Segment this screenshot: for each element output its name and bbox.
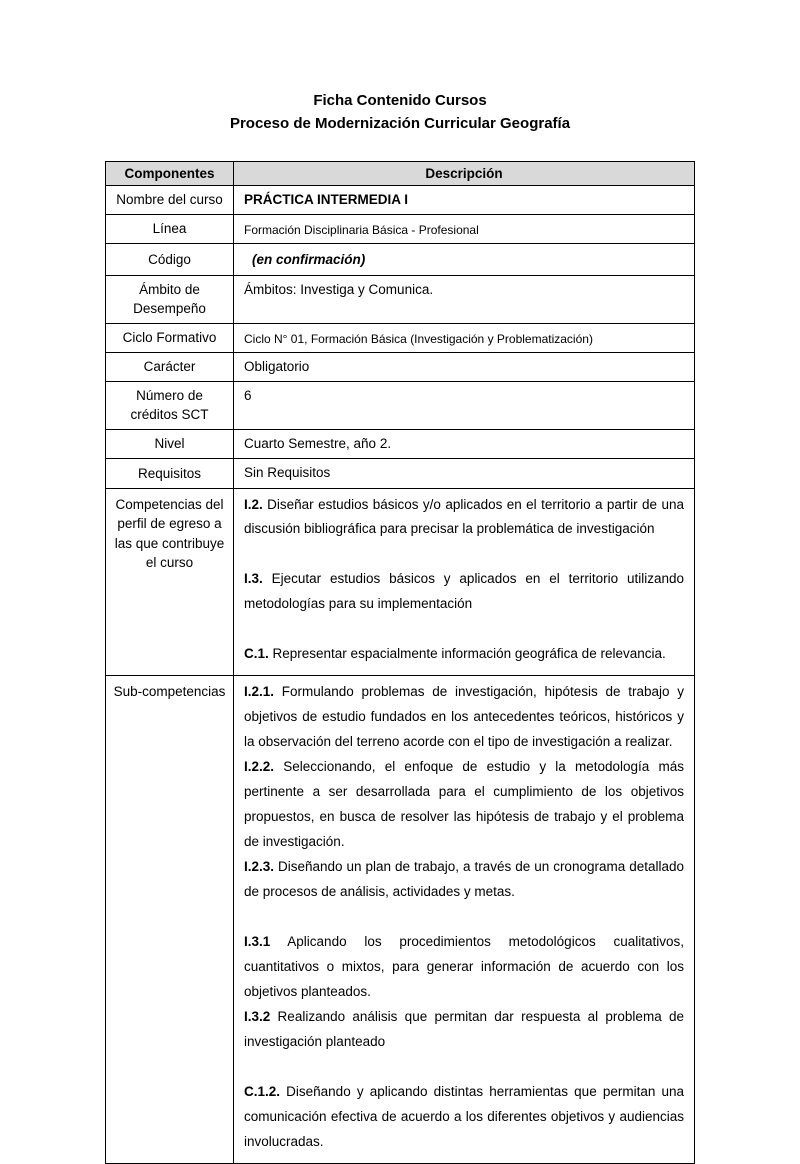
row-value-creditos: 6 — [234, 381, 695, 429]
table-row-creditos — [106, 381, 695, 429]
row-label-requisitos: Requisitos — [106, 459, 234, 488]
paragraph-prefix: I.2.3. — [244, 859, 275, 875]
header-componentes: Componentes — [106, 162, 234, 186]
row-value-requisitos: Sin Requisitos — [234, 459, 695, 488]
row-value-ambito: Ámbitos: Investiga y Comunica. — [234, 275, 695, 323]
row-label-ciclo: Ciclo Formativo — [106, 323, 234, 352]
row-value-competencias — [234, 488, 695, 676]
row-label-nombre: Nombre del curso — [106, 186, 234, 215]
paragraph-i22 — [244, 755, 684, 855]
table-row-ciclo — [106, 323, 695, 352]
table-row-nivel — [106, 430, 695, 459]
paragraph-prefix: I.3. — [244, 571, 263, 587]
paragraph-i3 — [244, 567, 684, 617]
row-label-competencias: Competencias del perfil de egreso a las que contribuye el curso — [106, 488, 234, 676]
paragraph-text: Diseñando y aplicando distintas herramientas que permitan una comunicación efectiva de acuerdo a los diferentes objetivos y audiencias involucradas. — [244, 1083, 684, 1149]
paragraph-c1 — [244, 642, 684, 667]
row-label-subcompetencias: Sub-competencias — [106, 676, 234, 1163]
paragraph-prefix: I.3.1 — [244, 934, 271, 950]
paragraph-i21 — [244, 680, 684, 755]
paragraph-c12 — [244, 1080, 684, 1155]
paragraph-text: Ejecutar estudios básicos y aplicados en el territorio utilizando metodologías para su implementación — [244, 571, 684, 612]
paragraph-prefix: I.2. — [244, 496, 263, 512]
table-row-nombre — [106, 186, 695, 215]
table-row-competencias — [106, 488, 695, 676]
title-line-1: Ficha Contenido Cursos — [313, 92, 487, 109]
table-row-codigo — [106, 244, 695, 275]
paragraph-text: Realizando análisis que permitan dar respuesta al problema de investigación planteado — [244, 1008, 684, 1049]
table-row-linea — [106, 215, 695, 244]
table-row-caracter — [106, 352, 695, 381]
row-value-nombre: PRÁCTICA INTERMEDIA I — [234, 186, 695, 215]
row-label-linea: Línea — [106, 215, 234, 244]
row-label-codigo: Código — [106, 244, 234, 275]
paragraph-prefix: C.1.2. — [244, 1083, 281, 1099]
paragraph-text: Diseñando un plan de trabajo, a través de un cronograma detallado de procesos de análisis, actividades y metas. — [244, 859, 684, 900]
row-label-nivel: Nivel — [106, 430, 234, 459]
row-label-caracter: Carácter — [106, 352, 234, 381]
course-info-table — [105, 161, 695, 1164]
row-value-codigo: (en confirmación) — [234, 244, 695, 275]
paragraph-prefix: I.2.1. — [244, 684, 275, 700]
paragraph-text: Aplicando los procedimientos metodológicos cualitativos, cuantitativos o mixtos, para generar información de acuerdo con los objetivos planteados. — [244, 934, 684, 999]
title-line-2: Proceso de Modernización Curricular Geografía — [229, 114, 571, 132]
table-row-subcompetencias — [106, 676, 695, 1163]
paragraph-prefix: C.1. — [244, 646, 269, 662]
paragraph-i2 — [244, 493, 684, 543]
paragraph-prefix: I.3.2 — [244, 1008, 271, 1024]
table-row-ambito — [106, 275, 695, 323]
row-value-ciclo: Ciclo N° 01, Formación Básica (Investigación y Problematización) — [234, 323, 695, 352]
row-value-nivel: Cuarto Semestre, año 2. — [234, 430, 695, 459]
page-title — [0, 90, 800, 135]
row-value-caracter: Obligatorio — [234, 352, 695, 381]
paragraph-text: Seleccionando, el enfoque de estudio y la metodología más pertinente a ser desarrollada para el cumplimiento de los objetivos propuestos, en busca de resolver las hipótesis de trabajo y el problema de investigación. — [244, 759, 684, 850]
table-header-row — [106, 162, 695, 186]
paragraph-i32 — [244, 1005, 684, 1055]
row-label-creditos: Número de créditos SCT — [106, 381, 234, 429]
paragraph-prefix: I.2.2. — [244, 759, 275, 775]
row-value-linea: Formación Disciplinaria Básica - Profesional — [234, 215, 695, 244]
paragraph-text: Representar espacialmente información geográfica de relevancia. — [268, 646, 666, 662]
paragraph-text: Diseñar estudios básicos y/o aplicados en el territorio a partir de una discusión bibliográfica para precisar la problemática de investigación — [244, 496, 684, 537]
row-label-ambito: Ámbito de Desempeño — [106, 275, 234, 323]
row-value-subcompetencias — [234, 676, 695, 1163]
header-descripcion: Descripción — [234, 162, 695, 186]
paragraph-i23 — [244, 855, 684, 905]
paragraph-text: Formulando problemas de investigación, hipótesis de trabajo y objetivos de estudio fundados en los antecedentes teóricos, históricos y la observación del terreno acorde con el tipo de investigación a realizar. — [244, 684, 684, 750]
paragraph-i31 — [244, 930, 684, 1005]
table-row-requisitos — [106, 459, 695, 488]
